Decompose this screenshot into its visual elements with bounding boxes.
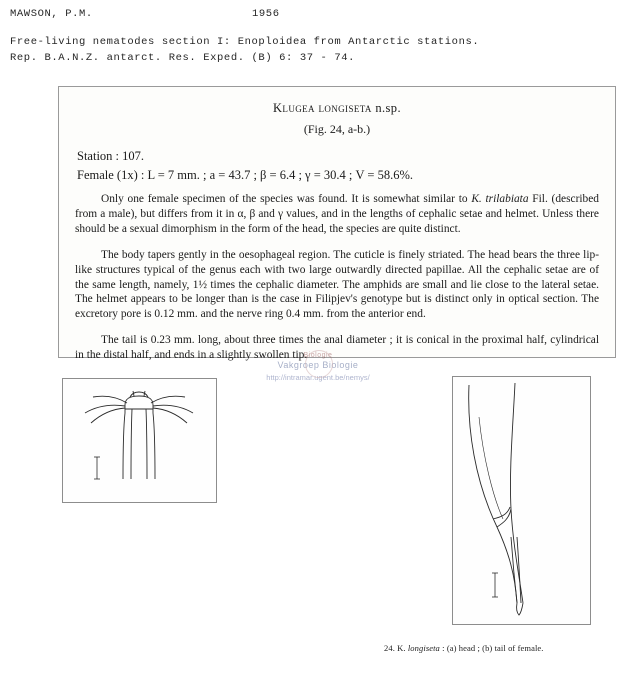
nematode-head-drawing	[63, 379, 216, 502]
paragraph-one	[75, 192, 599, 236]
figure-caption	[384, 643, 544, 653]
article-text-block	[58, 86, 616, 362]
paragraph-one-pre: Only one female specimen of the species was found. It is somewhat similar to	[101, 193, 472, 205]
paragraph-one-post: Fil. (described from a male), but differs from it in α, β and γ values, and in the lengths of cephalic setae and helmet. Unless there should be a sexual dimorphism in the form of the head, the species are quite distinct.	[75, 193, 599, 235]
figure-caption-rest: : (a) head ; (b) tail of female.	[439, 643, 544, 653]
figure-panel-b	[452, 376, 591, 625]
figure-caption-prefix: 24. K.	[384, 643, 408, 653]
paragraph-two: The body tapers gently in the oesophageal region. The cuticle is finely striated. The head bears the three lip-like structures typical of the genus each with two large outwardly directed papillae. All the cephalic setae are of the same length, namely, 1½ times the cephalic diameter. The amphids are small and lie close to the lateral setae. The helmet appears to be longer than is the case in Filipjev's genotype but is distinct only in optical section. The excretory pore is 0.12 mm. and the nerve ring 0.4 mm. from the anterior end.	[75, 248, 599, 321]
paragraph-one-species: K. trilabiata	[471, 193, 529, 205]
paragraph-three: The tail is 0.23 mm. long, about three times the anal diameter ; it is conical in the proximal half, cylindrical in the distal half, and ends in a slightly swollen tip.	[75, 334, 599, 362]
watermark-top-text: Biologie	[303, 352, 333, 359]
figure-panel-a	[62, 378, 217, 503]
species-name: Klugea longiseta	[273, 101, 372, 115]
watermark-url: http://intramar.ugent.be/nemys/	[266, 373, 370, 382]
header-year: 1956	[252, 8, 280, 20]
station-line: Station : 107.	[77, 149, 145, 163]
nematode-tail-drawing	[453, 377, 590, 624]
header-title-line: Free-living nematodes section I: Enoploidea from Antarctic stations.	[10, 36, 480, 48]
species-rank: n.sp.	[375, 101, 401, 115]
species-heading	[73, 101, 601, 116]
measurements-line: Female (1x) : L = 7 mm. ; a = 43.7 ; β = 6.4 ; γ = 30.4 ; V = 58.6%.	[77, 168, 413, 182]
header-author: MAWSON, P.M.	[10, 8, 93, 20]
header-reference-line: Rep. B.A.N.Z. antarct. Res. Exped. (B) 6: 37 - 74.	[10, 52, 356, 64]
figure-reference: (Fig. 24, a-b.)	[303, 122, 371, 136]
watermark-main-text: Vakgroep Biologie	[277, 360, 359, 370]
figure-caption-species: longiseta	[407, 643, 440, 653]
